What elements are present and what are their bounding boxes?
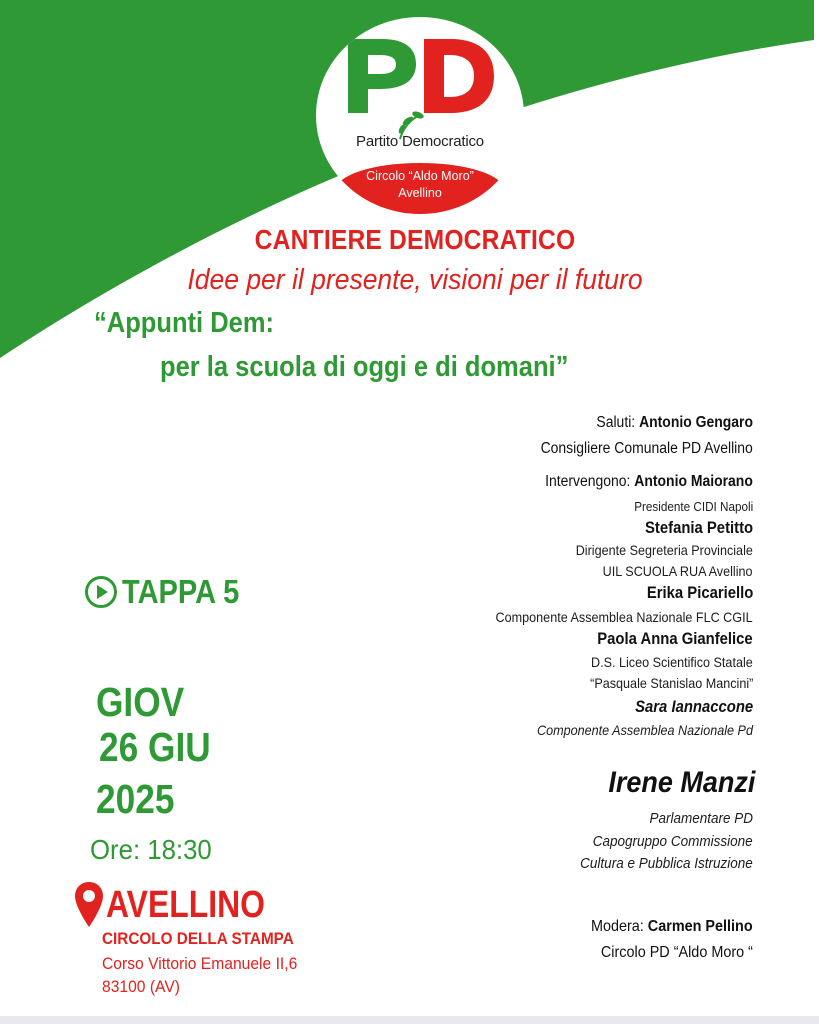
- intervengono-line: [522, 473, 753, 491]
- tappa-badge: [84, 572, 255, 612]
- circolo-name: Circolo “Aldo Moro”: [366, 169, 474, 183]
- saluti-label: Saluti:: [596, 414, 636, 431]
- saluti-line: [579, 414, 753, 432]
- intervengono-label: Intervengono:: [545, 473, 631, 490]
- speaker-role: UIL SCUOLA RUA Avellino: [603, 563, 753, 579]
- modera-line: [573, 918, 753, 936]
- circolo-city: Avellino: [398, 186, 442, 200]
- event-venue: CIRCOLO DELLA STAMPA: [102, 929, 294, 948]
- event-title: CANTIERE DEMOCRATICO: [254, 224, 576, 255]
- speaker-name: Erika Picariello: [646, 584, 753, 602]
- tappa-label: TAPPA 5: [122, 573, 240, 610]
- location-pin-icon: [74, 881, 104, 929]
- speaker-role: “Pasquale Stanislao Mancini”: [589, 675, 753, 691]
- pd-logo: [316, 17, 524, 214]
- play-circle-icon: [84, 575, 118, 609]
- speaker-role: Componente Assemblea Nazionale FLC CGIL: [495, 609, 753, 625]
- event-city: AVELLINO: [106, 884, 266, 926]
- speaker-name: Stefania Petitto: [644, 519, 753, 537]
- speaker-role: D.S. Liceo Scientifico Statale: [591, 654, 753, 670]
- saluti-name: Antonio Gengaro: [639, 414, 753, 431]
- speaker-role: Componente Assemblea Nazionale Pd: [537, 722, 753, 738]
- speaker-name: Paola Anna Gianfelice: [597, 630, 753, 648]
- keynote-role: Cultura e Pubblica Istruzione: [580, 855, 753, 872]
- keynote-role: Capogruppo Commissione: [593, 833, 753, 850]
- topic-line-2: per la scuola di oggi e di domani”: [160, 351, 569, 383]
- event-date: 26 GIU: [99, 724, 211, 770]
- event-address-line-2: 83100 (AV): [102, 977, 180, 996]
- event-year: 2025: [96, 776, 175, 822]
- topic-line-1: “Appunti Dem:: [94, 307, 275, 339]
- speaker-role: Dirigente Segreteria Provinciale: [575, 542, 753, 558]
- event-address-line-1: Corso Vittorio Emanuele II,6: [102, 954, 298, 973]
- party-name: Partito Democratico: [356, 133, 484, 150]
- speaker-role: Presidente CIDI Napoli: [633, 499, 753, 514]
- speaker-name: Sara Iannaccone: [634, 698, 753, 716]
- keynote-role: Parlamentare PD: [649, 810, 753, 827]
- event-subtitle: Idee per il presente, visioni per il futuro: [187, 264, 643, 296]
- bottom-strip: [0, 1016, 819, 1024]
- modera-label: Modera:: [591, 918, 645, 935]
- saluti-role: Consigliere Comunale PD Avellino: [540, 440, 753, 457]
- modera-name: Carmen Pellino: [648, 918, 753, 935]
- speaker-name: Antonio Maiorano: [634, 473, 753, 490]
- modera-role: Circolo PD “Aldo Moro “: [600, 944, 753, 961]
- event-day: GIOV: [96, 679, 185, 725]
- event-time: Ore: 18:30: [90, 834, 212, 865]
- keynote-name: Irene Manzi: [607, 766, 755, 799]
